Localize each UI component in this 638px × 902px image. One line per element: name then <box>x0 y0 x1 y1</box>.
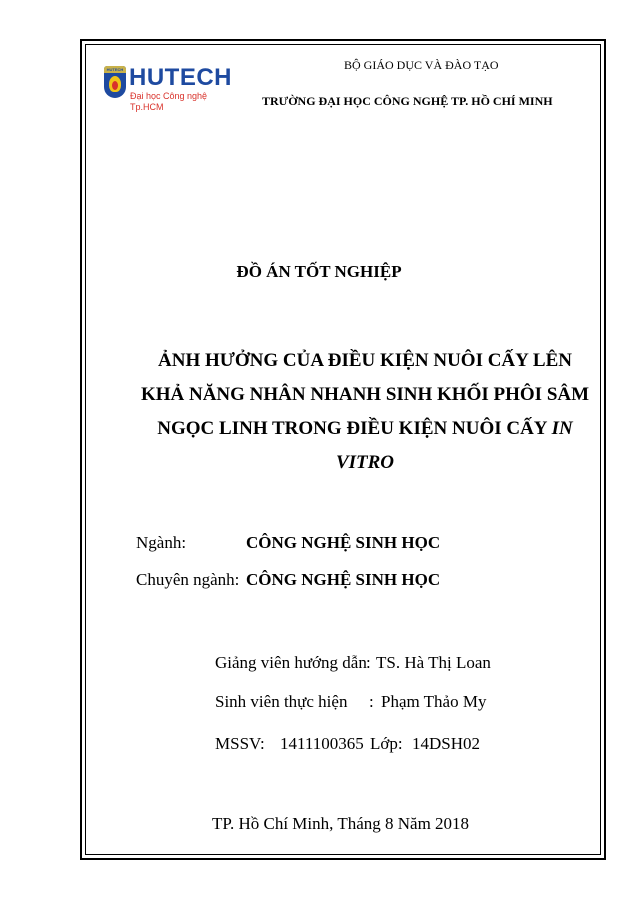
mssv-value: 1411100365 <box>280 734 364 753</box>
title-italic-in: IN <box>551 418 573 439</box>
specialization-label: Chuyên ngành: <box>136 570 240 589</box>
ministry-name: BỘ GIÁO DỤC VÀ ĐÀO TẠO <box>344 58 499 72</box>
title-line-4 <box>132 446 598 480</box>
flame-shield-icon <box>104 66 126 98</box>
advisor-label: Giảng viên hướng dẫn <box>215 653 367 672</box>
place-date: TP. Hồ Chí Minh, Tháng 8 Năm 2018 <box>212 814 470 833</box>
university-logo <box>104 64 232 112</box>
thesis-title <box>132 344 598 480</box>
mssv-label: MSSV: <box>215 734 265 753</box>
major-value: CÔNG NGHỆ SINH HỌC <box>246 533 441 552</box>
class-label: Lớp: <box>370 734 403 753</box>
university-name: TRƯỜNG ĐẠI HỌC CÔNG NGHỆ TP. HỒ CHÍ MINH <box>262 94 553 108</box>
major-label: Ngành: <box>136 533 187 552</box>
advisor-separator: : <box>366 653 371 672</box>
title-line-1: ẢNH HƯỞNG CỦA ĐIỀU KIỆN NUÔI CẤY LÊN <box>158 350 572 371</box>
title-line-3-text: NGỌC LINH TRONG ĐIỀU KIỆN NUÔI CẤY <box>157 418 547 439</box>
logo-subtitle: Đại học Công nghệ Tp.HCM <box>130 91 208 112</box>
student-label: Sinh viên thực hiện <box>215 692 348 711</box>
title-italic-vitro: VITRO <box>335 452 395 473</box>
logo-name: HUTECH <box>129 64 232 91</box>
specialization-value: CÔNG NGHỆ SINH HỌC <box>246 570 441 589</box>
title-line-3 <box>132 412 598 446</box>
student-value: Phạm Thảo My <box>381 692 487 711</box>
logo-shield-text: HUTECH <box>104 66 126 73</box>
advisor-value: TS. Hà Thị Loan <box>376 653 491 672</box>
title-line-2: KHẢ NĂNG NHÂN NHANH SINH KHỐI PHÔI SÂM <box>140 384 590 405</box>
class-value: 14DSH02 <box>412 734 481 753</box>
document-type: ĐỒ ÁN TỐT NGHIỆP <box>236 262 402 281</box>
student-separator: : <box>369 692 374 711</box>
